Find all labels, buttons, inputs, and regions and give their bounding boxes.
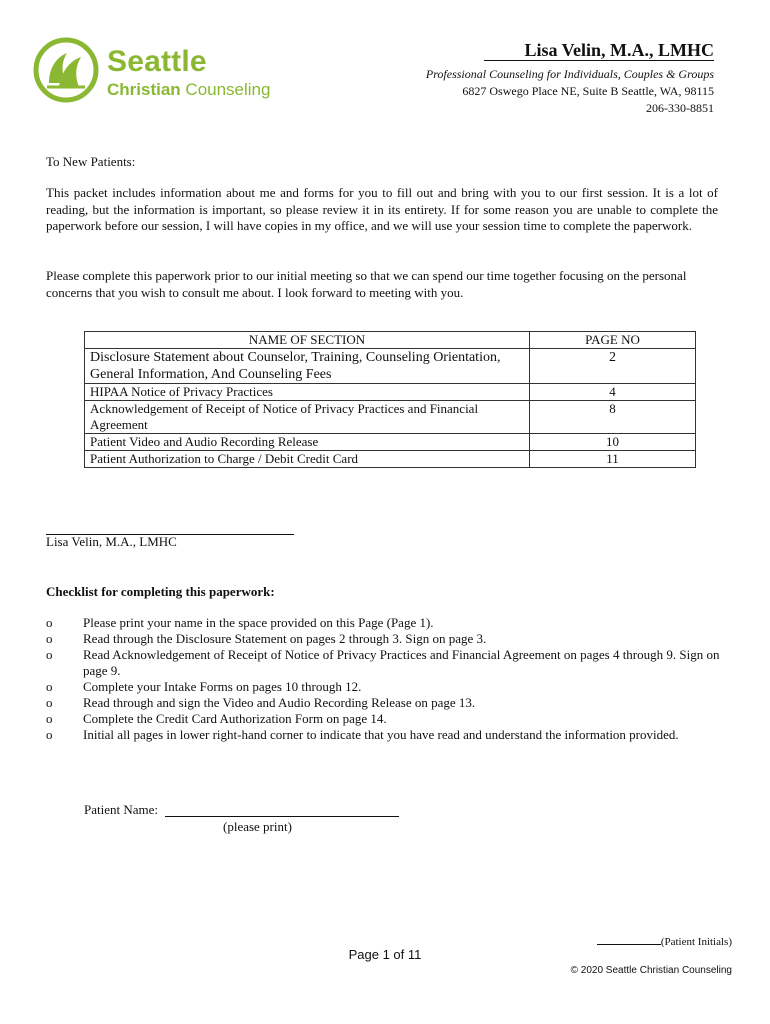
leaf-logo-icon [33,37,99,103]
sections-table [84,331,696,468]
section-name: Patient Video and Audio Recording Release [85,434,530,451]
table-header-row [85,332,696,349]
patient-name-hint: (please print) [223,819,292,834]
table-row [85,451,696,468]
company-logo [33,37,293,107]
section-name: Acknowledgement of Receipt of Notice of Privacy Practices and Financial Agreement [85,401,530,434]
table-row [85,401,696,434]
list-item-text: Complete the Credit Card Authorization Form on page 14. [83,711,387,726]
list-item-text: Read Acknowledgement of Receipt of Notice of Privacy Practices and Financial Agreement on pages 4 through 9. Sign on page 9. [83,647,720,678]
list-item [46,647,726,679]
patient-name-label: Patient Name: [84,802,159,817]
section-page: 10 [530,434,696,451]
list-item-text: Please print your name in the space provided on this Page (Page 1). [83,615,434,630]
page-number: Page 1 of 11 [348,947,422,962]
section-page: 8 [530,401,696,434]
bullet: o [46,679,53,694]
section-name: Disclosure Statement about Counselor, Training, Counseling Orientation, General Information, And Counseling Fees [85,349,530,384]
initials-label: (Patient Initials) [660,936,732,948]
checklist [46,615,726,743]
list-item [46,695,726,711]
bullet: o [46,727,53,742]
tagline: Professional Counseling for Individuals, Couples & Groups [425,67,714,81]
header-section: NAME OF SECTION [85,332,530,349]
patient-initials [597,934,732,948]
table-row [85,384,696,401]
logo-name-line2 [107,80,270,100]
bullet: o [46,615,53,630]
signature-line[interactable] [46,520,294,535]
list-item-text: Read through the Disclosure Statement on pages 2 through 3. Sign on page 3. [83,631,487,646]
section-page: 11 [530,451,696,468]
bullet: o [46,695,53,710]
section-page: 2 [530,349,696,384]
phone: 206-330-8851 [646,101,714,115]
list-item-text: Initial all pages in lower right-hand corner to indicate that you have read and understand the information provided. [83,727,679,742]
bullet: o [46,711,53,726]
address: 6827 Oswego Place NE, Suite B Seattle, WA, 98115 [462,84,714,98]
intro-paragraph: This packet includes information about me and forms for you to fill out and bring with you to our first session. It is a lot of reading, but the information is important, so please review it in its entirety. If for some reason you are unable to complete the paperwork before our session, I will have copies in my office, and we will use your session time to complete the paperwork. [46,185,718,233]
list-item [46,631,726,647]
section-page: 4 [530,384,696,401]
logo-name-bold: Christian [107,80,181,99]
list-item [46,727,726,743]
table-row [85,434,696,451]
bullet: o [46,647,53,662]
list-item [46,679,726,695]
signature-name: Lisa Velin, M.A., LMHC [46,534,177,549]
list-item-text: Read through and sign the Video and Audio Recording Release on page 13. [83,695,476,710]
section-name: HIPAA Notice of Privacy Practices [85,384,530,401]
bullet: o [46,631,53,646]
section-name: Patient Authorization to Charge / Debit Credit Card [85,451,530,468]
copyright: © 2020 Seattle Christian Counseling [570,965,732,976]
header-page: PAGE NO [530,332,696,349]
logo-name-line1: Seattle [107,45,207,78]
initials-field[interactable] [597,934,661,945]
counselor-name: Lisa Velin, M.A., LMHC [484,40,714,61]
list-item [46,615,726,631]
checklist-title: Checklist for completing this paperwork: [46,584,275,599]
patient-name-field[interactable] [165,802,399,817]
request-paragraph: Please complete this paperwork prior to our initial meeting so that we can spend our time together focusing on the personal concerns that you wish to consult me about. I look forward to meeting with you. [46,268,687,300]
logo-name-rest: Counseling [180,80,271,99]
list-item [46,711,726,727]
letterhead [426,40,714,116]
greeting: To New Patients: [46,154,136,169]
table-row [85,349,696,384]
list-item-text: Complete your Intake Forms on pages 10 through 12. [83,679,362,694]
